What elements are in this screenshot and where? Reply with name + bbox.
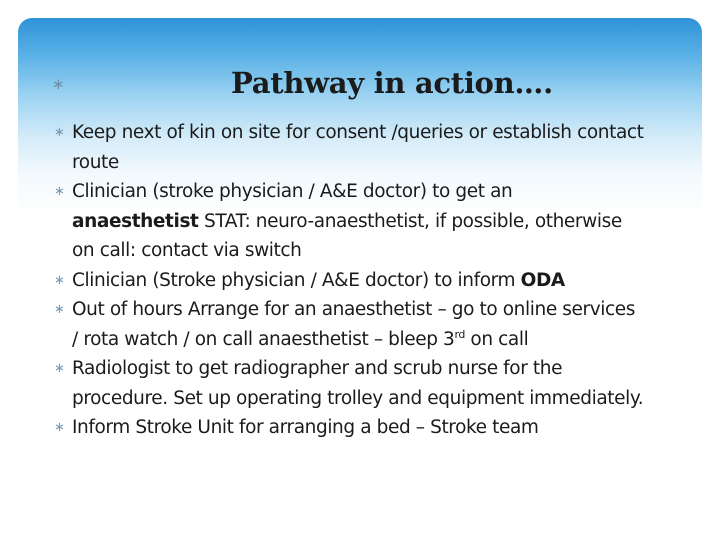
bullet-icon: ∗ — [54, 361, 65, 376]
slide-title: Pathway in action…. — [231, 66, 553, 100]
bullet-item-radiologist — [54, 354, 644, 413]
bullet-emphasis: ODA — [520, 269, 565, 291]
bullet-text: Keep next of kin on site for consent /queries or establish contact route — [72, 122, 644, 173]
bullet-icon: ∗ — [54, 125, 65, 140]
bullet-item-oda — [54, 266, 644, 296]
bullet-icon: ∗ — [54, 302, 65, 317]
bullet-icon: ∗ — [54, 272, 65, 288]
title-bullet-icon: ∗ — [52, 75, 65, 93]
bullet-text: Out of hours Arrange for an anaesthetist – go to online services / rota watch / on call anaesthetist – bleep 3 — [72, 299, 635, 350]
bullet-text: Radiologist to get radiographer and scrub nurse for the procedure. Set up operating trolley and equipment immediately. — [72, 358, 644, 409]
bullet-list — [54, 118, 644, 443]
bullet-text: Clinician (stroke physician / A&E doctor) to get an — [72, 181, 513, 202]
bullet-item-anaesthetist — [54, 177, 644, 266]
bullet-icon: ∗ — [54, 420, 65, 435]
bullet-text-cont: on call — [464, 328, 529, 350]
bullet-superscript: rd — [454, 327, 465, 341]
bullet-text: Clinician (Stroke physician / A&E doctor) to inform — [72, 269, 521, 291]
bullet-item-out-of-hours — [54, 295, 644, 354]
bullet-text: Inform Stroke Unit for arranging a bed – Stroke team — [72, 417, 539, 438]
bullet-text-cont: STAT: neuro-anaesthetist, if possible, otherwise on call: contact via switch — [72, 210, 622, 261]
bullet-icon: ∗ — [54, 184, 65, 199]
bullet-emphasis: anaesthetist — [72, 210, 199, 232]
bullet-item-next-of-kin — [54, 118, 644, 177]
slide — [18, 18, 702, 540]
bullet-item-stroke-unit — [54, 413, 644, 443]
